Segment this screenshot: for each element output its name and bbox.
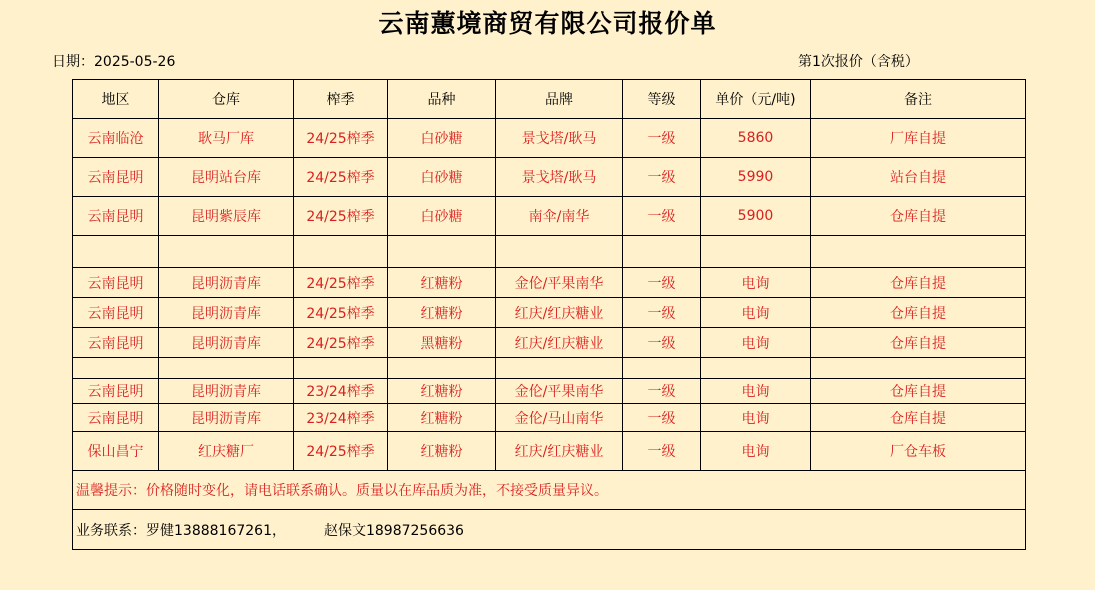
table-cell: 昆明沥青库 — [159, 379, 294, 404]
table-row — [73, 197, 1026, 236]
table-cell: 白砂糖 — [388, 197, 496, 236]
header-variety: 品种 — [388, 80, 496, 119]
table-cell: 23/24榨季 — [294, 404, 388, 432]
table-cell — [388, 358, 496, 379]
table-row — [73, 328, 1026, 358]
table-row — [73, 298, 1026, 328]
table-cell — [623, 358, 701, 379]
table-row — [73, 379, 1026, 404]
table-cell: 电询 — [701, 379, 811, 404]
table-cell: 23/24榨季 — [294, 379, 388, 404]
table-cell: 云南昆明 — [73, 158, 159, 197]
table-cell: 5900 — [701, 197, 811, 236]
table-cell — [159, 358, 294, 379]
table-cell: 24/25榨季 — [294, 298, 388, 328]
table-cell: 站台自提 — [811, 158, 1026, 197]
table-cell: 仓库自提 — [811, 328, 1026, 358]
table-cell: 一级 — [623, 298, 701, 328]
table-row — [73, 236, 1026, 268]
table-cell: 云南昆明 — [73, 268, 159, 298]
table-row — [73, 268, 1026, 298]
table-cell: 金伦/平果南华 — [496, 379, 623, 404]
table-cell: 仓库自提 — [811, 268, 1026, 298]
quote-number: 第1次报价（含税） — [798, 54, 919, 70]
table-cell — [159, 236, 294, 268]
table-cell: 厂库自提 — [811, 119, 1026, 158]
table-cell — [701, 358, 811, 379]
table-cell — [623, 236, 701, 268]
table-cell: 昆明沥青库 — [159, 268, 294, 298]
table-cell: 电询 — [701, 328, 811, 358]
table-cell: 白砂糖 — [388, 158, 496, 197]
table-cell: 一级 — [623, 158, 701, 197]
table-cell: 24/25榨季 — [294, 197, 388, 236]
header-remarks: 备注 — [811, 80, 1026, 119]
table-cell — [294, 358, 388, 379]
table-cell: 保山昌宁 — [73, 432, 159, 471]
table-header-row — [73, 80, 1026, 119]
header-unit-price: 单价（元/吨) — [701, 80, 811, 119]
table-cell: 云南昆明 — [73, 197, 159, 236]
table-cell: 云南昆明 — [73, 379, 159, 404]
table-cell — [701, 236, 811, 268]
table-cell: 红糖粉 — [388, 268, 496, 298]
contact-person-2: 赵保文18987256636 — [323, 522, 464, 539]
table-cell: 仓库自提 — [811, 298, 1026, 328]
table-cell: 红庆糖厂 — [159, 432, 294, 471]
table-row — [73, 119, 1026, 158]
table-cell: 24/25榨季 — [294, 158, 388, 197]
table-cell: 一级 — [623, 197, 701, 236]
table-cell: 红庆/红庆糖业 — [496, 298, 623, 328]
table-cell: 一级 — [623, 268, 701, 298]
table-cell: 一级 — [623, 328, 701, 358]
header-warehouse: 仓库 — [159, 80, 294, 119]
contact-info — [73, 510, 1026, 550]
header-grade: 等级 — [623, 80, 701, 119]
quote-date: 日期：2025-05-26 — [52, 54, 176, 70]
page-title: 云南蕙境商贸有限公司报价单 — [378, 9, 717, 38]
table-cell: 红糖粉 — [388, 379, 496, 404]
table-cell: 5990 — [701, 158, 811, 197]
table-cell: 24/25榨季 — [294, 328, 388, 358]
table-cell: 24/25榨季 — [294, 119, 388, 158]
table-cell: 红糖粉 — [388, 298, 496, 328]
table-cell — [73, 358, 159, 379]
table-cell: 仓库自提 — [811, 197, 1026, 236]
table-cell — [388, 236, 496, 268]
table-cell: 红庆/红庆糖业 — [496, 432, 623, 471]
table-cell: 24/25榨季 — [294, 432, 388, 471]
table-cell: 电询 — [701, 298, 811, 328]
header-brand: 品牌 — [496, 80, 623, 119]
table-cell — [294, 236, 388, 268]
table-cell: 云南昆明 — [73, 298, 159, 328]
table-cell: 仓库自提 — [811, 379, 1026, 404]
table-row — [73, 358, 1026, 379]
table-cell: 电询 — [701, 404, 811, 432]
table-cell: 金伦/马山南华 — [496, 404, 623, 432]
table-cell: 昆明沥青库 — [159, 328, 294, 358]
table-row — [73, 432, 1026, 471]
table-cell: 昆明沥青库 — [159, 404, 294, 432]
table-cell: 景戈塔/耿马 — [496, 158, 623, 197]
table-cell — [811, 236, 1026, 268]
header-region: 地区 — [73, 80, 159, 119]
table-cell: 云南昆明 — [73, 404, 159, 432]
table-cell: 黑糖粉 — [388, 328, 496, 358]
contact-person-1: 业务联系：罗健13888167261， — [76, 522, 286, 539]
table-cell: 一级 — [623, 404, 701, 432]
table-cell: 金伦/平果南华 — [496, 268, 623, 298]
table-cell: 一级 — [623, 432, 701, 471]
table-cell — [496, 236, 623, 268]
table-cell: 昆明沥青库 — [159, 298, 294, 328]
table-cell — [73, 236, 159, 268]
table-cell: 云南临沧 — [73, 119, 159, 158]
table-row — [73, 158, 1026, 197]
table-cell: 一级 — [623, 379, 701, 404]
table-cell — [811, 358, 1026, 379]
table-cell: 南伞/南华 — [496, 197, 623, 236]
table-cell: 24/25榨季 — [294, 268, 388, 298]
table-cell: 耿马厂库 — [159, 119, 294, 158]
table-cell: 昆明站台库 — [159, 158, 294, 197]
table-cell: 白砂糖 — [388, 119, 496, 158]
notice-text: 温馨提示：价格随时变化，请电话联系确认。质量以在库品质为准，不接受质量异议。 — [73, 471, 1026, 510]
table-cell: 厂仓车板 — [811, 432, 1026, 471]
table-cell — [496, 358, 623, 379]
table-cell: 景戈塔/耿马 — [496, 119, 623, 158]
table-cell: 仓库自提 — [811, 404, 1026, 432]
table-cell: 红庆/红庆糖业 — [496, 328, 623, 358]
table-cell: 电询 — [701, 268, 811, 298]
table-cell: 红糖粉 — [388, 404, 496, 432]
table-cell: 云南昆明 — [73, 328, 159, 358]
table-cell: 红糖粉 — [388, 432, 496, 471]
table-cell: 一级 — [623, 119, 701, 158]
price-table — [72, 79, 1026, 550]
table-cell: 昆明紫辰库 — [159, 197, 294, 236]
header-season: 榨季 — [294, 80, 388, 119]
table-cell: 5860 — [701, 119, 811, 158]
table-cell: 电询 — [701, 432, 811, 471]
table-row — [73, 404, 1026, 432]
